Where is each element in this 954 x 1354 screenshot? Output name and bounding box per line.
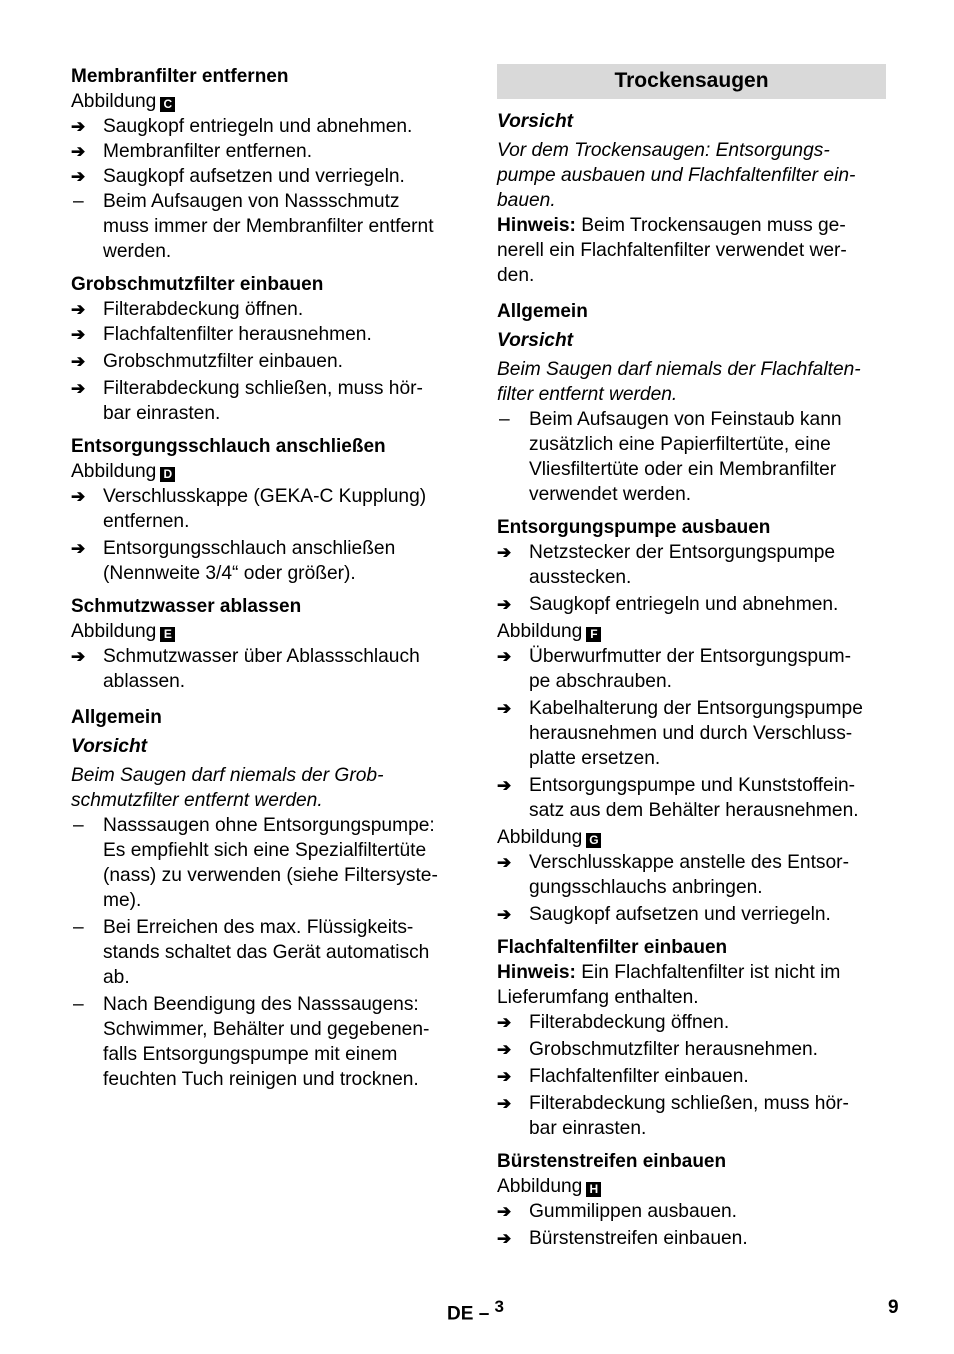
figure-ref: Abbildung G	[497, 825, 886, 850]
caution-label: Vorsicht	[497, 330, 574, 351]
footer-section-label: DE – $^3$	[447, 1297, 505, 1325]
list-item: ➔ Entsorgungsschlauch anschließen (Nennweite 3/4“ oder größer).	[71, 538, 396, 584]
arrow-icon: ➔	[497, 699, 512, 718]
heading-flachfaltenfilter-einbauen: Flachfaltenfilter einbauen	[497, 937, 728, 958]
list-item: ➔ Filterabdeckung schließen, muss hör- bar einrasten.	[71, 378, 423, 424]
heading-entsorgungsschlauch: Entsorgungsschlauch anschließen	[71, 436, 386, 457]
list-item: ➔ Saugkopf aufsetzen und verriegeln.	[497, 904, 831, 925]
arrow-icon: ➔	[497, 853, 512, 872]
caution-text: Beim Saugen darf niemals der Flachfalten- filter entfernt werden.	[497, 359, 861, 405]
figure-label-icon: E	[160, 627, 175, 642]
arrow-icon: ➔	[497, 595, 512, 614]
note-label: Hinweis:	[497, 962, 576, 983]
arrow-icon: ➔	[71, 117, 86, 136]
figure-ref: Abbildung D	[71, 459, 463, 484]
arrow-icon: ➔	[71, 142, 86, 161]
dash-item: – Bei Erreichen des max. Flüssigkeits- stands schaltet das Gerät automatisch ab.	[73, 917, 430, 988]
list-item: ➔ Verschlusskappe (GEKA-C Kupplung) entfernen.	[71, 486, 427, 532]
list-item: ➔ Grobschmutzfilter herausnehmen.	[497, 1039, 819, 1060]
dash-item: – Nach Beendigung des Nasssaugens: Schwimmer, Behälter und gegebenen- falls Entsorgungspumpe mit einem feuchten Tuch reinigen und trocknen.	[73, 994, 430, 1090]
arrow-icon: ➔	[497, 647, 512, 666]
figure-label-icon: G	[586, 833, 601, 848]
arrow-icon: ➔	[71, 325, 86, 344]
arrow-icon: ➔	[71, 379, 86, 398]
figure-label-icon: F	[586, 627, 601, 642]
arrow-icon: ➔	[497, 1094, 512, 1113]
note-text: Hinweis: Beim Trockensaugen muss ge- nerell ein Flachfaltenfilter verwendet wer- den.	[497, 215, 847, 286]
list-item: ➔ Flachfaltenfilter herausnehmen.	[71, 324, 372, 345]
arrow-icon: ➔	[497, 1013, 512, 1032]
heading-buerstenstreifen-einbauen: Bürstenstreifen einbauen	[497, 1151, 727, 1172]
list-item: ➔ Schmutzwasser über Ablassschlauch ablassen.	[71, 646, 420, 692]
list-item: ➔ Netzstecker der Entsorgungspumpe ausstecken.	[497, 542, 836, 588]
heading-schmutzwasser-ablassen: Schmutzwasser ablassen	[71, 596, 302, 617]
figure-label-icon: C	[160, 97, 175, 112]
dash-icon: –	[499, 409, 510, 430]
caution-label: Vorsicht	[497, 111, 574, 132]
figure-ref: Abbildung E	[71, 619, 463, 644]
heading-grobschmutzfilter-einbauen: Grobschmutzfilter einbauen	[71, 274, 324, 295]
arrow-icon: ➔	[497, 1067, 512, 1086]
arrow-icon: ➔	[497, 1040, 512, 1059]
heading-allgemein: Allgemein	[71, 707, 162, 728]
list-item: ➔ Bürstenstreifen einbauen.	[497, 1228, 748, 1249]
dash-icon: –	[73, 815, 84, 836]
left-column	[71, 64, 463, 1092]
arrow-icon: ➔	[497, 776, 512, 795]
heading-entsorgungspumpe-ausbauen: Entsorgungspumpe ausbauen	[497, 517, 771, 538]
arrow-icon: ➔	[71, 167, 86, 186]
list-item: ➔ Flachfaltenfilter einbauen.	[497, 1066, 749, 1087]
dash-item: – Nasssaugen ohne Entsorgungspumpe: Es empfiehlt sich eine Spezialfiltertüte (nass) zu verwenden (siehe Filtersyste- me).	[73, 815, 438, 911]
arrow-icon: ➔	[497, 905, 512, 924]
list-item: ➔ Membranfilter entfernen.	[71, 141, 313, 162]
dash-item: – Beim Aufsaugen von Feinstaub kann zusätzlich eine Papierfiltertüte, eine Vliesfiltertüte oder ein Membranfilter verwendet werden.	[499, 409, 842, 505]
list-item: ➔ Grobschmutzfilter einbauen.	[71, 351, 343, 372]
list-item: ➔ Gummilippen ausbauen.	[497, 1201, 737, 1222]
figure-label-icon: H	[586, 1182, 601, 1197]
arrow-icon: ➔	[497, 543, 512, 562]
dash-icon: –	[73, 994, 84, 1015]
arrow-icon: ➔	[71, 647, 86, 666]
section-header-trockensaugen: Trockensaugen	[497, 64, 886, 99]
figure-ref: Abbildung C	[71, 89, 463, 114]
list-item: ➔ Saugkopf entriegeln und abnehmen.	[71, 116, 413, 137]
list-item: ➔ Entsorgungspumpe und Kunststoffein- satz aus dem Behälter herausnehmen.	[497, 775, 859, 821]
right-column	[497, 64, 886, 1251]
arrow-icon: ➔	[71, 539, 86, 558]
dash-item: – Beim Aufsaugen von Nassschmutz muss immer der Membranfilter entfernt werden.	[73, 191, 434, 262]
list-item: ➔ Kabelhalterung der Entsorgungspumpe herausnehmen und durch Verschluss- platte ersetzen.	[497, 698, 863, 769]
note-text: Hinweis: Ein Flachfaltenfilter ist nicht im Lieferumfang enthalten.	[497, 962, 841, 1008]
dash-icon: –	[73, 191, 84, 212]
note-label: Hinweis:	[497, 215, 576, 236]
heading-membranfilter-entfernen: Membranfilter entfernen	[71, 66, 289, 87]
arrow-icon: ➔	[497, 1202, 512, 1221]
list-item: ➔ Filterabdeckung öffnen.	[71, 299, 304, 320]
arrow-icon: ➔	[71, 300, 86, 319]
list-item: ➔ Überwurfmutter der Entsorgungspum- pe abschrauben.	[497, 646, 852, 692]
arrow-icon: ➔	[71, 352, 86, 371]
arrow-icon: ➔	[497, 1229, 512, 1248]
figure-label-icon: D	[160, 467, 175, 482]
caution-label: Vorsicht	[71, 736, 148, 757]
list-item: ➔ Filterabdeckung öffnen.	[497, 1012, 730, 1033]
list-item: ➔ Filterabdeckung schließen, muss hör- bar einrasten.	[497, 1093, 849, 1139]
figure-ref: Abbildung H	[497, 1174, 886, 1199]
list-item: ➔ Verschlusskappe anstelle des Entsor- gungsschlauchs anbringen.	[497, 852, 849, 898]
arrow-icon: ➔	[71, 487, 86, 506]
list-item: ➔ Saugkopf entriegeln und abnehmen.	[497, 594, 839, 615]
caution-text: Beim Saugen darf niemals der Grob- schmutzfilter entfernt werden.	[71, 765, 384, 811]
dash-icon: –	[73, 917, 84, 938]
page-number: 9	[888, 1297, 899, 1318]
caution-text: Vor dem Trockensaugen: Entsorgungs- pumpe ausbauen und Flachfaltenfilter ein- bauen.	[497, 140, 856, 211]
heading-allgemein: Allgemein	[497, 301, 588, 322]
figure-ref: Abbildung F	[497, 619, 886, 644]
list-item: ➔ Saugkopf aufsetzen und verriegeln.	[71, 166, 405, 187]
